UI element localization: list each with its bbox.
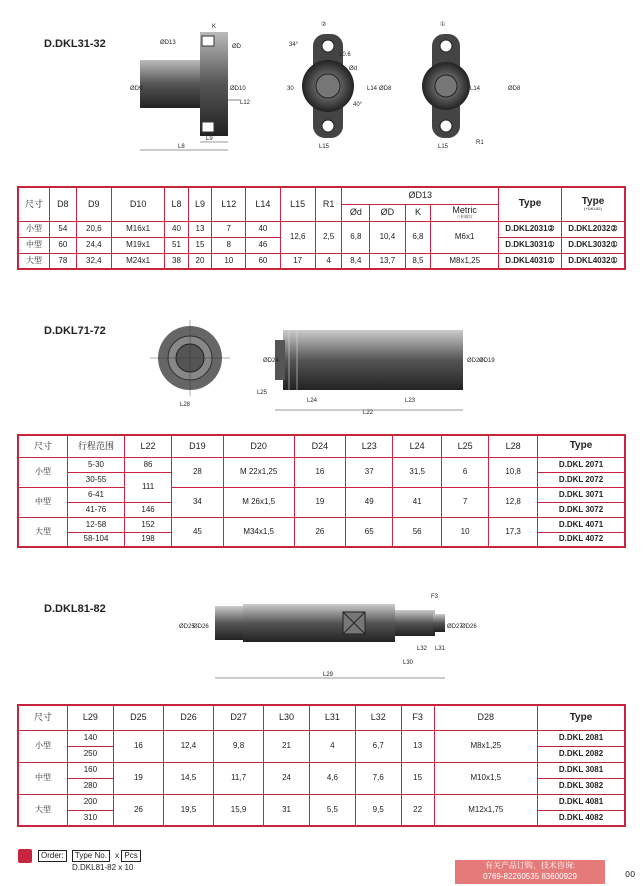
th-l8: L8 bbox=[165, 187, 188, 221]
label-d-small: Ød bbox=[349, 66, 358, 72]
cell: 20 bbox=[188, 253, 211, 269]
label-l25: L25 bbox=[257, 390, 268, 396]
cell: 65 bbox=[346, 517, 393, 547]
type-no-label: Type No. bbox=[72, 850, 110, 862]
table-row bbox=[18, 517, 625, 532]
th-d20: D20 bbox=[223, 435, 294, 457]
cell: 41-76 bbox=[68, 502, 125, 517]
th-type: Type bbox=[538, 705, 626, 730]
cell: 7 bbox=[212, 221, 246, 237]
cell: 4,6 bbox=[309, 762, 355, 794]
cell: 6,7 bbox=[355, 730, 401, 762]
type-cell: D.DKL 2081 bbox=[538, 730, 626, 746]
label-circle-1: ① bbox=[440, 22, 446, 28]
table-row bbox=[18, 794, 625, 810]
label-d19: ØD19 bbox=[479, 358, 495, 364]
th-dd: ØD bbox=[370, 204, 405, 221]
th-size: 尺寸 bbox=[18, 705, 68, 730]
cell: 16 bbox=[113, 730, 163, 762]
label-10-6: 10.6 bbox=[339, 52, 351, 58]
cell: 58-104 bbox=[68, 532, 125, 547]
th-l28: L28 bbox=[489, 435, 538, 457]
type-cell: D.DKL 2082 bbox=[538, 746, 626, 762]
section-title-dkl31: D.DKL31-32 bbox=[44, 38, 106, 50]
label-l8: L8 bbox=[178, 144, 185, 150]
cell: 60 bbox=[246, 253, 280, 269]
th-l32: L32 bbox=[355, 705, 401, 730]
label-l15-b: L15 bbox=[438, 144, 449, 150]
cell: 280 bbox=[68, 778, 114, 794]
type-cell: D.DKL2032② bbox=[562, 221, 626, 237]
cell: M12x1,75 bbox=[434, 794, 537, 826]
cell: 4 bbox=[309, 730, 355, 762]
cell: 160 bbox=[68, 762, 114, 778]
spec-table-dkl31 bbox=[17, 186, 626, 270]
cell: 34 bbox=[172, 487, 224, 517]
th-d19: D19 bbox=[172, 435, 224, 457]
cell: 45 bbox=[172, 517, 224, 547]
label-d24: ØD24 bbox=[263, 358, 279, 364]
cell: 146 bbox=[125, 502, 172, 517]
th-type1: Type bbox=[499, 187, 562, 221]
label-l23: L23 bbox=[405, 398, 416, 404]
label-l22: L22 bbox=[363, 410, 374, 416]
label-f3: F3 bbox=[431, 594, 439, 600]
th-d26: D26 bbox=[163, 705, 213, 730]
type-cell: D.DKL 2071 bbox=[538, 457, 626, 472]
cell: 9,8 bbox=[214, 730, 264, 762]
type-cell: D.DKL 4081 bbox=[538, 794, 626, 810]
cell: 中型 bbox=[18, 237, 50, 253]
cell: M10x1,5 bbox=[434, 762, 537, 794]
label-d20: ØD20 bbox=[467, 358, 483, 364]
cell: 26 bbox=[294, 517, 346, 547]
cell: 8,4 bbox=[342, 253, 370, 269]
th-l9: L9 bbox=[188, 187, 211, 221]
label-d9: ØD9 bbox=[130, 86, 143, 92]
cell: 6,8 bbox=[405, 221, 431, 253]
cell: 56 bbox=[393, 517, 442, 547]
cell: 小型 bbox=[18, 221, 50, 237]
times-sign: x bbox=[115, 851, 120, 860]
cell: 15 bbox=[188, 237, 211, 253]
cell: 200 bbox=[68, 794, 114, 810]
cell: 22 bbox=[401, 794, 434, 826]
th-size: 尺寸 bbox=[18, 187, 50, 221]
contact-line2: 0769-82260535 83600929 bbox=[483, 872, 577, 881]
cell: 140 bbox=[68, 730, 114, 746]
section-title-dkl81: D.DKL81-82 bbox=[44, 603, 106, 615]
cell: M19x1 bbox=[111, 237, 164, 253]
pcs-label: Pcs bbox=[121, 850, 140, 862]
label-l24: L24 bbox=[307, 398, 318, 404]
cell: 12,4 bbox=[163, 730, 213, 762]
cell: 7,6 bbox=[355, 762, 401, 794]
cell: 10,4 bbox=[370, 221, 405, 253]
type-cell: D.DKL 3082 bbox=[538, 778, 626, 794]
drawing-dkl71-side bbox=[255, 320, 495, 415]
order-info bbox=[38, 850, 144, 872]
cell: 24,4 bbox=[76, 237, 111, 253]
cell: 19 bbox=[294, 487, 346, 517]
cell: 12,6 bbox=[280, 221, 315, 253]
cell: 15,9 bbox=[214, 794, 264, 826]
cell: 54 bbox=[50, 221, 77, 237]
label-d13: ØD13 bbox=[160, 40, 176, 46]
cell: 41 bbox=[393, 487, 442, 517]
th-l22: L22 bbox=[125, 435, 172, 457]
cell: 198 bbox=[125, 532, 172, 547]
table-row bbox=[18, 457, 625, 472]
spec-table-dkl71 bbox=[17, 434, 626, 548]
th-d27: D27 bbox=[214, 705, 264, 730]
th-type: Type bbox=[538, 435, 626, 457]
type-cell: D.DKL 4071 bbox=[538, 517, 626, 532]
cell: 2,5 bbox=[315, 221, 342, 253]
label-l28: L28 bbox=[180, 402, 191, 408]
cell: 15 bbox=[401, 762, 434, 794]
cell: 12,8 bbox=[489, 487, 538, 517]
cell: 28 bbox=[172, 457, 224, 487]
th-l31: L31 bbox=[309, 705, 355, 730]
cell: 小型 bbox=[18, 730, 68, 762]
table-row bbox=[18, 762, 625, 778]
label-40: 40° bbox=[353, 102, 363, 108]
label-l30: L30 bbox=[403, 660, 414, 666]
cell: 60 bbox=[50, 237, 77, 253]
contact-line1: 有关产品订购、技术咨询: bbox=[484, 861, 576, 870]
cell: 13 bbox=[401, 730, 434, 762]
type-cell: D.DKL3031① bbox=[499, 237, 562, 253]
label-d8-b: ØD8 bbox=[508, 86, 521, 92]
th-d8: D8 bbox=[50, 187, 77, 221]
label-d26: ØD26 bbox=[193, 624, 209, 630]
cell: 310 bbox=[68, 810, 114, 826]
cell: 16 bbox=[294, 457, 346, 487]
label-k: K bbox=[212, 24, 217, 30]
cell: M8x1,25 bbox=[431, 253, 499, 269]
cell: 111 bbox=[125, 472, 172, 502]
label-r1: R1 bbox=[476, 140, 484, 146]
type-cell: D.DKL 3072 bbox=[538, 502, 626, 517]
cell: 19,5 bbox=[163, 794, 213, 826]
label-l14: L14 bbox=[367, 86, 378, 92]
label-l15: L15 bbox=[319, 144, 330, 150]
cell: 13 bbox=[188, 221, 211, 237]
cell: 31 bbox=[264, 794, 310, 826]
cell: 8,5 bbox=[405, 253, 431, 269]
cell: 37 bbox=[346, 457, 393, 487]
cell: 5-30 bbox=[68, 457, 125, 472]
cell: 250 bbox=[68, 746, 114, 762]
cell: 30-55 bbox=[68, 472, 125, 487]
cell: 20,6 bbox=[76, 221, 111, 237]
type-cell: D.DKL 4072 bbox=[538, 532, 626, 547]
order-label: Order: bbox=[38, 850, 67, 862]
type-cell: D.DKL4032① bbox=[562, 253, 626, 269]
drawing-dkl71-end bbox=[150, 320, 240, 410]
th-l29: L29 bbox=[68, 705, 114, 730]
cell: M 26x1,5 bbox=[223, 487, 294, 517]
spec-table-dkl81 bbox=[17, 704, 626, 827]
th-d9: D9 bbox=[76, 187, 111, 221]
cell: 17 bbox=[280, 253, 315, 269]
cell: 51 bbox=[165, 237, 188, 253]
label-circle-2: ② bbox=[321, 22, 327, 28]
cell: M16x1 bbox=[111, 221, 164, 237]
th-r1: R1 bbox=[315, 187, 342, 221]
th-l15: L15 bbox=[280, 187, 315, 221]
cell: 中型 bbox=[18, 487, 68, 517]
cell: M 22x1,25 bbox=[223, 457, 294, 487]
table-row bbox=[18, 221, 625, 237]
drawing-dkl31-front-2 bbox=[285, 18, 395, 153]
cell: 40 bbox=[246, 221, 280, 237]
th-l14: L14 bbox=[246, 187, 280, 221]
cell: 6-41 bbox=[68, 487, 125, 502]
cell: 78 bbox=[50, 253, 77, 269]
cell: 86 bbox=[125, 457, 172, 472]
label-d: ØD bbox=[232, 44, 241, 50]
th-l12: L12 bbox=[212, 187, 246, 221]
table-row bbox=[18, 487, 625, 502]
cell: 8 bbox=[212, 237, 246, 253]
type-cell: D.DKL4031① bbox=[499, 253, 562, 269]
label-l12: L12 bbox=[240, 100, 251, 106]
cell: 13,7 bbox=[370, 253, 405, 269]
cell: M8x1,25 bbox=[434, 730, 537, 762]
cell: 5,5 bbox=[309, 794, 355, 826]
th-d28: D28 bbox=[434, 705, 537, 730]
label-d27: ØD27 bbox=[447, 624, 463, 630]
cell: 大型 bbox=[18, 517, 68, 547]
cell: 12-58 bbox=[68, 517, 125, 532]
drawing-dkl31-front-1 bbox=[420, 18, 530, 153]
label-l9: L9 bbox=[206, 136, 213, 142]
cell: 10 bbox=[442, 517, 489, 547]
cell: M6x1 bbox=[431, 221, 499, 253]
table-row bbox=[18, 730, 625, 746]
order-example: D.DKL81-82 x 10 bbox=[72, 863, 134, 872]
th-d24: D24 bbox=[294, 435, 346, 457]
page-number: 00 bbox=[625, 870, 636, 879]
th-l30: L30 bbox=[264, 705, 310, 730]
cell: 11,7 bbox=[214, 762, 264, 794]
contact-banner bbox=[455, 860, 605, 884]
cell: M24x1 bbox=[111, 253, 164, 269]
cell: 9,5 bbox=[355, 794, 401, 826]
th-metric: Metric 公制螺纹 bbox=[431, 204, 499, 221]
th-d13: ØD13 bbox=[342, 187, 499, 204]
th-d10: D10 bbox=[111, 187, 164, 221]
th-f3: F3 bbox=[401, 705, 434, 730]
cell: 40 bbox=[165, 221, 188, 237]
th-l23: L23 bbox=[346, 435, 393, 457]
label-angle: 34° bbox=[289, 42, 299, 48]
th-d: Ød bbox=[342, 204, 370, 221]
type-cell: D.DKL 3071 bbox=[538, 487, 626, 502]
type-cell: D.DKL 2072 bbox=[538, 472, 626, 487]
type-cell: D.DKL3032① bbox=[562, 237, 626, 253]
cell: 中型 bbox=[18, 762, 68, 794]
cell: 21 bbox=[264, 730, 310, 762]
cell: 14,5 bbox=[163, 762, 213, 794]
type-cell: D.DKL 4082 bbox=[538, 810, 626, 826]
th-l25: L25 bbox=[442, 435, 489, 457]
type-cell: D.DKL2031② bbox=[499, 221, 562, 237]
cell: 4 bbox=[315, 253, 342, 269]
th-d25: D25 bbox=[113, 705, 163, 730]
th-k: K bbox=[405, 204, 431, 221]
label-l29: L29 bbox=[323, 672, 334, 678]
th-l24: L24 bbox=[393, 435, 442, 457]
table-row bbox=[18, 253, 625, 269]
type-cell: D.DKL 3081 bbox=[538, 762, 626, 778]
label-d8: ØD8 bbox=[379, 86, 392, 92]
th-stroke: 行程范围 bbox=[68, 435, 125, 457]
label-l31: L31 bbox=[435, 646, 446, 652]
cell: 6 bbox=[442, 457, 489, 487]
cell: 10 bbox=[212, 253, 246, 269]
th-size: 尺寸 bbox=[18, 435, 68, 457]
drawing-dkl31-side bbox=[130, 18, 270, 153]
cell: 38 bbox=[165, 253, 188, 269]
label-d26-b: ØD26 bbox=[461, 624, 477, 630]
label-d25: ØD25 bbox=[179, 624, 195, 630]
cell: 19 bbox=[113, 762, 163, 794]
section-title-dkl71: D.DKL71-72 bbox=[44, 325, 106, 337]
cell: 6,8 bbox=[342, 221, 370, 253]
cell: 17,3 bbox=[489, 517, 538, 547]
cell: 小型 bbox=[18, 457, 68, 487]
cell: 49 bbox=[346, 487, 393, 517]
label-d10: ØD10 bbox=[230, 86, 246, 92]
cell: M34x1,5 bbox=[223, 517, 294, 547]
cell: 大型 bbox=[18, 794, 68, 826]
cell: 32,4 bbox=[76, 253, 111, 269]
cell: 10,8 bbox=[489, 457, 538, 487]
label-30: 30 bbox=[287, 86, 294, 92]
cell: 152 bbox=[125, 517, 172, 532]
cell: 31,5 bbox=[393, 457, 442, 487]
phone-icon bbox=[18, 849, 32, 863]
cell: 7 bbox=[442, 487, 489, 517]
cell: 46 bbox=[246, 237, 280, 253]
label-l32: L32 bbox=[417, 646, 428, 652]
th-type2: Type (+DKL82) bbox=[562, 187, 626, 221]
cell: 24 bbox=[264, 762, 310, 794]
label-l14-b: L14 bbox=[470, 86, 481, 92]
cell: 26 bbox=[113, 794, 163, 826]
drawing-dkl81-side bbox=[175, 588, 475, 688]
cell: 大型 bbox=[18, 253, 50, 269]
